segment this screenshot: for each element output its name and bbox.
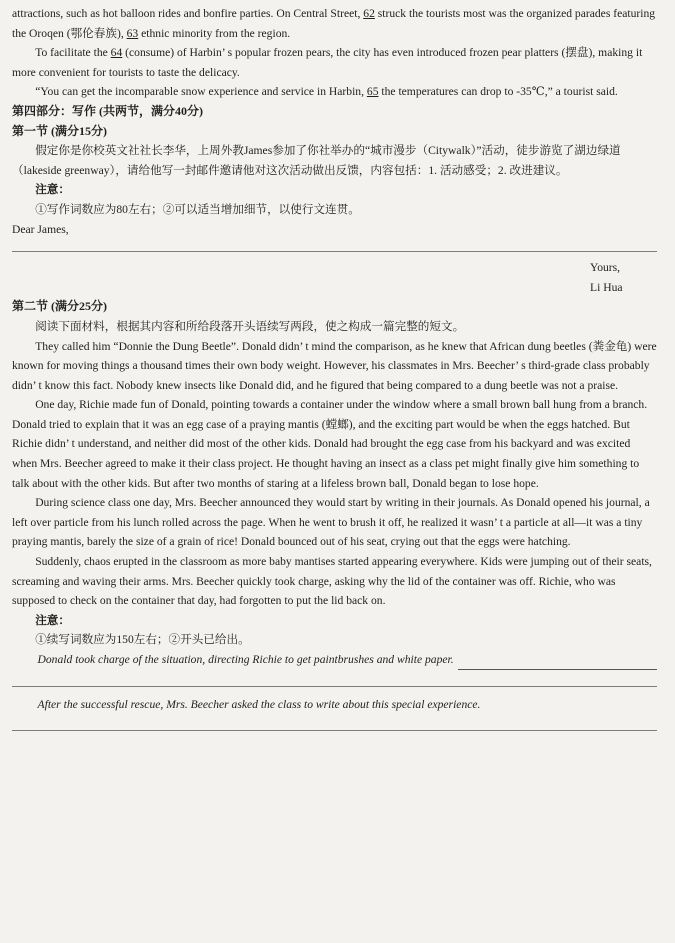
writing-line[interactable] [12, 730, 657, 731]
lead-sentence-1-text: Donald took charge of the situation, directing Richie to get paintbrushes and white paper. [37, 653, 454, 666]
story-paragraph: During science class one day, Mrs. Beecher announced they would start by writing in their journals. As Donald opened his journal, a left over particle from his lunch rolled across the page. When he went to brush it off, he realized it wasn’ t a particle at all—it was a tiny praying mantis, barely the size of a grain of rice! Donald bounced out of his seat, crying out that the eggs were hatching. [12, 496, 650, 549]
answer-blank[interactable] [458, 657, 657, 670]
story-paragraph: Suddenly, chaos erupted in the classroom as more baby mantises started appearing everywhere. Kids were jumping out of their seats, screaming and waving their arms. Mrs. Beecher quickly took charge, asking why the lid of the container was off. Richie, who was supposed to check on the container that day, had forgotten to put the lid back on. [12, 555, 652, 608]
section1-note: ①写作词数应为80左右；②可以适当增加细节，以使行文连贯。 [35, 202, 360, 216]
passage-paragraph: attractions, such as hot balloon rides and bonfire parties. On Central Street, 62 struck the tourists most was the organized parades featuring the Oroqen (鄂伦春族), 63 ethnic minority from the region. [12, 7, 656, 40]
blank-62[interactable]: 62 [363, 7, 375, 20]
lead-sentence-1 [12, 650, 657, 670]
passage-paragraph: “You can get the incomparable snow experience and service in Harbin, 65 the temperatures can drop to -35℃,” a tourist said. [35, 85, 618, 99]
blank-64[interactable]: 64 [110, 46, 123, 60]
section1-note-label: 注意： [35, 183, 70, 197]
passage-paragraph: To facilitate the 64 (consume) of Harbin’ s popular frozen pears, the city has even introduced frozen pear platters (摆盘), making it more convenient for tourists to taste the delicacy. [12, 46, 643, 79]
closing: Yours, [590, 261, 621, 275]
section1-prompt: 假定你是你校英文社社长李华，上周外教James参加了你社举办的“城市漫步（Citywalk）”活动，徒步游览了湖边绿道（lakeside greenway），请给他写一封邮件邀请他对这次活动做出反馈，内容包括：1. 活动感受；2. 改进建议。 [12, 144, 621, 177]
story-paragraph: One day, Richie made fun of Donald, pointing towards a container under the window where a small brown ball hung from a branch. Donald tried to explain that it was an egg case of a praying mantis (螳螂), and the exciting part would be when the eggs hatched. But Richie didn’ t understand, and neither did most of the other kids. Donald had brought the egg case from his backyard and was excited when Mrs. Beecher agreed to make it their class project. He thought having an insect as a class pet might finally give him something to talk about with the other kids. But after two months of staring at a lifeless brown ball, Donald began to lose hope. [12, 398, 648, 490]
lead-sentence-2: After the successful rescue, Mrs. Beecher asked the class to write about this special experience. [37, 697, 481, 711]
blank-63[interactable]: 63 [126, 26, 139, 40]
part4-title: 第四部分：写作 (共两节，满分40分) [12, 103, 203, 118]
signature: Li Hua [590, 280, 623, 294]
section2-title: 第二节 (满分25分) [12, 299, 107, 314]
section2-note-label: 注意： [35, 613, 70, 627]
section1-title: 第一节 (满分15分) [12, 123, 107, 138]
blank-65[interactable]: 65 [366, 85, 379, 99]
section2-note: ①续写词数应为150左右；②开头已给出。 [35, 633, 250, 647]
salutation: Dear James, [12, 222, 69, 236]
section2-instruction: 阅读下面材料，根据其内容和所给段落开头语续写两段，使之构成一篇完整的短文。 [35, 319, 465, 333]
story-paragraph: They called him “Donnie the Dung Beetle”. Donald didn’ t mind the comparison, as he knew that African dung beetles (粪金龟) were known for moving things a thousand times their own body weight. However, his classmates in Mrs. Beecher’ s third-grade class probably didn’ t know this fact. Nobody knew insects like Donald did, and he figured that being compared to a dung beetle was not a praise. [12, 339, 657, 392]
